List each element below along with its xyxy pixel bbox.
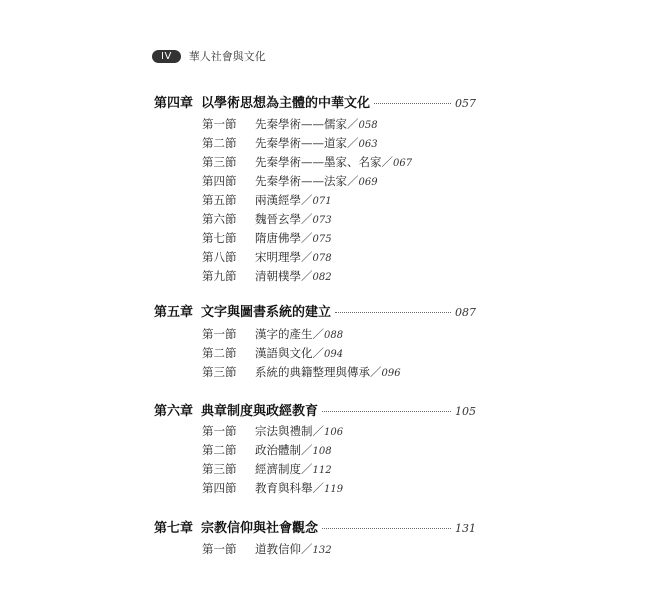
section-title: 兩漢經學／	[255, 193, 313, 207]
section-number: 第四節	[202, 174, 237, 188]
section-number: 第四節	[202, 481, 237, 495]
toc-section[interactable]	[202, 230, 332, 246]
section-page: 096	[381, 368, 401, 379]
toc-section[interactable]	[202, 192, 332, 208]
toc-chapter-7[interactable]	[154, 517, 476, 536]
section-title: 經濟制度／	[255, 462, 313, 476]
section-page: 119	[324, 484, 344, 495]
section-number: 第二節	[202, 136, 237, 150]
section-number: 第八節	[202, 250, 237, 264]
section-title: 隋唐佛學／	[255, 231, 313, 245]
section-title: 魏晉玄學／	[255, 212, 313, 226]
page-number-badge: IV	[152, 50, 181, 63]
chapter-title: 文字與圖書系統的建立	[201, 305, 332, 320]
section-title: 先秦學術——墨家、名家／	[255, 155, 393, 169]
section-page: 108	[312, 446, 332, 457]
section-page: 069	[358, 177, 378, 188]
section-page: 058	[358, 120, 378, 131]
chapter-page: 087	[455, 306, 476, 319]
section-title: 漢字的產生／	[255, 327, 324, 341]
section-title: 政治體制／	[255, 443, 313, 457]
section-title: 先秦學術——法家／	[255, 174, 359, 188]
toc-section[interactable]	[202, 249, 332, 265]
toc-section[interactable]	[202, 423, 343, 439]
section-title: 先秦學術——道家／	[255, 136, 359, 150]
toc-section[interactable]	[202, 480, 343, 496]
section-title: 宋明理學／	[255, 250, 313, 264]
toc-section[interactable]	[202, 154, 412, 170]
toc-chapter-5[interactable]	[154, 301, 476, 320]
section-number: 第一節	[202, 542, 237, 556]
section-number: 第五節	[202, 193, 237, 207]
section-number: 第六節	[202, 212, 237, 226]
section-number: 第三節	[202, 365, 237, 379]
running-header-title: 華人社會與文化	[188, 50, 266, 63]
section-page: 094	[324, 349, 344, 360]
chapter-number: 第四章	[154, 96, 194, 111]
chapter-number: 第五章	[154, 305, 194, 320]
toc-chapter-4[interactable]	[154, 92, 476, 111]
chapter-title: 宗教信仰與社會觀念	[201, 521, 319, 536]
section-number: 第一節	[202, 327, 237, 341]
chapter-number: 第七章	[154, 521, 194, 536]
toc-section[interactable]	[202, 345, 343, 361]
chapter-page: 131	[455, 522, 476, 535]
chapter-number: 第六章	[154, 404, 194, 419]
toc-section[interactable]	[202, 211, 332, 227]
chapter-page: 105	[455, 405, 476, 418]
section-page: 063	[358, 139, 378, 150]
section-number: 第二節	[202, 443, 237, 457]
chapter-title: 以學術思想為主體的中華文化	[201, 96, 371, 111]
section-page: 088	[324, 330, 344, 341]
chapter-title: 典章制度與政經教育	[201, 404, 319, 419]
section-title: 漢語與文化／	[255, 346, 324, 360]
toc-section[interactable]	[202, 364, 401, 380]
section-page: 073	[312, 215, 332, 226]
section-page: 078	[312, 253, 332, 264]
section-number: 第二節	[202, 346, 237, 360]
section-number: 第一節	[202, 117, 237, 131]
toc-section[interactable]	[202, 461, 332, 477]
section-page: 071	[312, 196, 332, 207]
toc-section[interactable]	[202, 173, 378, 189]
toc-section[interactable]	[202, 135, 378, 151]
section-page: 132	[312, 545, 332, 556]
toc-section[interactable]	[202, 116, 378, 132]
toc-section[interactable]	[202, 326, 343, 342]
toc-chapter-6[interactable]	[154, 400, 476, 419]
dot-leader	[322, 528, 451, 529]
section-page: 082	[312, 272, 332, 283]
section-number: 第七節	[202, 231, 237, 245]
chapter-page: 057	[455, 97, 476, 110]
section-page: 112	[312, 465, 332, 476]
section-number: 第三節	[202, 155, 237, 169]
section-number: 第一節	[202, 424, 237, 438]
section-title: 先秦學術——儒家／	[255, 117, 359, 131]
section-title: 宗法與禮制／	[255, 424, 324, 438]
dot-leader	[335, 312, 451, 313]
section-page: 067	[393, 158, 413, 169]
section-number: 第九節	[202, 269, 237, 283]
section-title: 道教信仰／	[255, 542, 313, 556]
section-title: 系統的典籍整理與傳承／	[255, 365, 382, 379]
toc-section[interactable]	[202, 442, 332, 458]
dot-leader	[322, 411, 451, 412]
toc-section[interactable]	[202, 268, 332, 284]
dot-leader	[374, 103, 451, 104]
section-page: 106	[324, 427, 344, 438]
toc-section[interactable]	[202, 541, 332, 557]
section-title: 教育與科舉／	[255, 481, 324, 495]
section-title: 清朝樸學／	[255, 269, 313, 283]
running-header	[152, 48, 266, 64]
section-number: 第三節	[202, 462, 237, 476]
section-page: 075	[312, 234, 332, 245]
